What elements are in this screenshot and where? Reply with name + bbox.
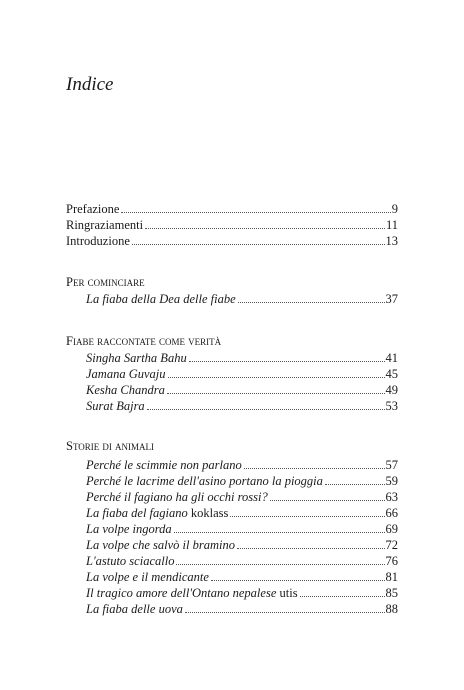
toc-entry[interactable] xyxy=(86,488,398,504)
toc-entry-introduction[interactable] xyxy=(66,232,398,248)
toc-entry-label: Perché le lacrime dell'asino portano la pioggia xyxy=(86,474,323,488)
toc-entry-label: Ringraziamenti xyxy=(66,218,144,232)
toc-entry-label: Jamana Guvaju xyxy=(86,367,166,381)
toc-entry[interactable] xyxy=(86,520,398,536)
toc-entry-acknowledgements[interactable] xyxy=(66,216,398,232)
toc-entry-label: La volpe ingorda xyxy=(86,522,172,536)
toc-entry-label: La volpe che salvò il bramino xyxy=(86,538,235,552)
toc-entry-label xyxy=(86,586,300,600)
toc-page-number: 66 xyxy=(385,506,398,520)
toc-page-number: 59 xyxy=(385,474,398,488)
toc-entry-label: Prefazione xyxy=(66,202,120,216)
dot-leader xyxy=(230,515,384,517)
toc-entry-label: La fiaba della Dea delle fiabe xyxy=(86,292,236,306)
dot-leader xyxy=(176,563,384,565)
toc-entry-label: L'astuto sciacallo xyxy=(86,554,175,568)
toc-page-number: 81 xyxy=(385,570,398,584)
toc-page-number: 45 xyxy=(385,367,398,381)
toc-entry[interactable] xyxy=(86,472,398,488)
dot-leader xyxy=(121,211,390,213)
toc-entry[interactable] xyxy=(86,536,398,552)
dot-leader xyxy=(244,467,385,469)
toc-entry[interactable] xyxy=(86,456,398,472)
toc-page-number: 63 xyxy=(385,490,398,504)
toc-entry[interactable] xyxy=(86,552,398,568)
toc-entry-label: Singha Sartha Bahu xyxy=(86,351,187,365)
page-title: Indice xyxy=(66,74,114,95)
toc-page-number: 49 xyxy=(385,383,398,397)
section-heading: Storie di animali xyxy=(66,439,155,453)
toc-entry[interactable] xyxy=(86,568,398,584)
dot-leader xyxy=(325,483,385,485)
dot-leader xyxy=(238,301,385,303)
toc-page-number: 72 xyxy=(385,538,398,552)
dot-leader xyxy=(132,243,385,245)
dot-leader xyxy=(300,595,385,597)
dot-leader xyxy=(189,360,385,362)
toc-entry-label: La volpe e il mendicante xyxy=(86,570,209,584)
toc-page-number: 41 xyxy=(385,351,398,365)
toc-page-number: 85 xyxy=(385,586,398,600)
dot-leader xyxy=(270,499,385,501)
toc-entry[interactable] xyxy=(86,600,398,616)
dot-leader xyxy=(168,376,385,378)
toc-page-number: 76 xyxy=(385,554,398,568)
toc-page-number: 11 xyxy=(385,218,398,232)
dot-leader xyxy=(167,392,385,394)
dot-leader xyxy=(185,611,385,613)
section-heading: Per cominciare xyxy=(66,275,145,289)
toc-entry-label: Introduzione xyxy=(66,234,130,248)
toc-entry-label: Perché le scimmie non parlano xyxy=(86,458,242,472)
toc-entry-label: Surat Bajra xyxy=(86,399,145,413)
toc-entry-label-italic: Il tragico amore dell'Ontano nepalese xyxy=(86,586,277,600)
toc-entry-label-suffix: koklass xyxy=(190,506,229,520)
toc-page-number: 13 xyxy=(385,234,398,248)
toc-entry[interactable] xyxy=(86,290,398,306)
toc-entry-preface[interactable] xyxy=(66,200,398,216)
toc-page-number: 9 xyxy=(391,202,398,216)
toc-entry[interactable] xyxy=(86,584,398,600)
toc-page-number: 37 xyxy=(385,292,398,306)
section-heading: Fiabe raccontate come verità xyxy=(66,334,222,348)
toc-page-number: 57 xyxy=(385,458,398,472)
toc-entry-label: La fiaba delle uova xyxy=(86,602,183,616)
dot-leader xyxy=(237,547,385,549)
toc-entry[interactable] xyxy=(86,365,398,381)
toc-entry[interactable] xyxy=(86,504,398,520)
toc-entry-label: Kesha Chandra xyxy=(86,383,165,397)
toc-entry[interactable] xyxy=(86,397,398,413)
toc-page-number: 69 xyxy=(385,522,398,536)
toc-entry-label-italic: La fiaba del fagiano xyxy=(86,506,188,520)
dot-leader xyxy=(174,531,385,533)
toc-entry-label-suffix: utis xyxy=(279,586,298,600)
toc-page-number: 53 xyxy=(385,399,398,413)
toc-entry-label xyxy=(86,506,230,520)
toc-entry[interactable] xyxy=(86,381,398,397)
toc-entry-label: Perché il fagiano ha gli occhi rossi? xyxy=(86,490,268,504)
dot-leader xyxy=(147,408,385,410)
dot-leader xyxy=(145,227,385,229)
dot-leader xyxy=(211,579,385,581)
toc-page-number: 88 xyxy=(385,602,398,616)
toc-entry[interactable] xyxy=(86,349,398,365)
